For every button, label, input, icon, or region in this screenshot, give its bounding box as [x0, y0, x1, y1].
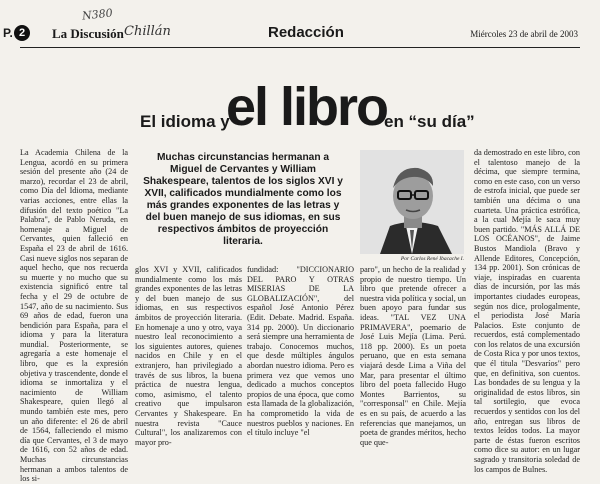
page-header — [0, 6, 600, 48]
page-number-badge: 2 — [14, 25, 30, 41]
article-column-2 — [135, 265, 242, 447]
column-4-text: paro", un hecho de la realidad y propio de nuestro tiempo. Un libro que pretende ofrecer a nuestra vida política y social, un buen apoyo para fundar sus ideas. "TAL VEZ UNA PRIMAVERA", poemario de José Luis Mejía (Lima. Perú. 118 pp. 2000). Es un poeta peruano, que en esta semana viajará desde Lima a Viña del Mar, para presentar el último libro del poeta fallecido Hugo Montes Barrientos, su "corresponsal" en Chile. Mejía es en su país, de acuerdo a las referencias que manejamos, un poeta de grandes méritos, hecho que que- — [360, 265, 466, 447]
newspaper-name: La Discusión — [52, 26, 124, 41]
article-column-5 — [474, 148, 580, 474]
handwritten-number: N380 — [81, 6, 114, 23]
portrait-image — [360, 150, 464, 254]
page-letter: P. — [3, 26, 13, 40]
column-3-text: fundidad: "DICCIONARIO DEL PARO Y OTRAS MISERIAS DE LA GLOBALIZACIÓN", del español José Antonio Pérez (Edit. Debate. Madrid. España. 314 pp. 2000). Un diccionario será siempre una herramienta de trabajo. Conocemos muchos, que desde múltiples ángulos abordan nuestro idioma. Pero es primera vez que vemos uno dedicado a muchos conceptos propios de una época, que como esta llamada de la globalización, ha comprometido la vida de nuestros pueblos y naciones. En el título incluye "el — [247, 265, 354, 438]
photo-caption: Por Carlos René Ibacache I. — [400, 256, 464, 262]
column-5-text: da demostrado en este libro, con el talentoso manejo de la décima, que siempre termina, como en este caso, con un verso de estrofa inicial, que puede ser también una décima o una cuarteta. Una práctica estrófica, a la cual Mejía le saca muy buen partido. "MÁS ALLÁ DE LOS OCÉANOS", de Jaime Bustos Mandiola (Bravo y Allende Editores, Concepción, 134 pp. 2001). Son crónicas de viaje, inspiradas en cuarenta días de incursión, por las más importantes ciudades europeas, según nos dice, prologalmente, el periodista José María Palacios. Este conjunto de recuerdos, está complementado con los relatos de una excursión de Costa Rica y por unos textos, que él titula "Desvaríos" pero que, en definitiva, son cuentos. Las bondades de su lengua y la originalidad de estos libros, sin tal sortilegio, que evoca recuerdos y sentidos con los del año, entregan sus libros de textos leídos todos. La mayor parte de éstas fueron escritos como dice su autor: en un lugar sagrado y transitoria soledad de los campos de Bulnes. — [474, 148, 580, 474]
issue-date: Miércoles 23 de abril de 2003 — [470, 29, 578, 39]
article-column-4 — [360, 265, 466, 447]
handwritten-city: Chillán — [124, 24, 171, 39]
article-column-3 — [247, 265, 354, 438]
author-photo — [360, 150, 464, 254]
headline-part-2: el libro — [226, 77, 388, 137]
section-title: Redacción — [268, 24, 344, 41]
article-column-1 — [20, 148, 128, 484]
headline-part-3: en “su día” — [384, 112, 475, 131]
deck-summary: Muchas circunstancias hermanan a Miguel de Cervantes y William Shakespeare, talentos de los siglos XVI y XVII, calificados mundialmente como los más grandes exponentes de las letras y del buen manejo de sus idiomas, en sus respectivos ámbitos de proyección literaria. — [143, 152, 343, 247]
header-rule — [20, 47, 580, 48]
column-2-text: glos XVI y XVII, calificados mundialmente como los más grandes exponentes de las letras y del buen manejo de sus idiomas, en sus respectivos ámbitos de proyección literaria. En homenaje a uno y otro, vaya nuestro leal reconocimiento a los siguientes autores, quienes nacidos en Chile y en el extranjero, han privilegiado a través de sus libros, la buena práctica de nuestra lengua, como, asimismo, el talento creativo que impulsaron Cervantes y Shakespeare. En nuestra revista "Cauce Cultural", los analizaremos con mayor pro- — [135, 265, 242, 447]
headline-part-1: El idioma y — [140, 112, 230, 131]
headline — [140, 77, 475, 140]
column-1-text: La Academia Chilena de la Lengua, acordó en su primera sesión del presente año (24 de marzo), recordar el 23 de abril, como Día del Idioma, mediante varias acciones, entre ellas la difusión del texto poético "La Palabra", de Pablo Neruda, en homenaje a Miguel de Cervantes, quien falleció en España el 23 de abril de 1616. Casi nueve siglos nos separan de aquel hecho, que nos recuerda su muerte y no mucho que su existencia significó entre tal fecha y el 29 de octubre de 1547, año de su nacimiento. Sus 69 años de edad, fueron una bendición para España, para el idioma y para la literatura mundial. Posteriormente, se agregaría a este homenaje el libro, que es la expresión objetiva y trascendente, donde el idioma se inmortaliza y el nacimiento de William Shakespeare, quien llegó al mundo también este mes, pero un año diferente: el 26 de abril de 1564, falleciendo el mismo día que Cervantes, el 3 de mayo de 1616, con 52 años de edad. Muchas circunstancias hermanan a ambos talentos de los si- — [20, 148, 128, 484]
